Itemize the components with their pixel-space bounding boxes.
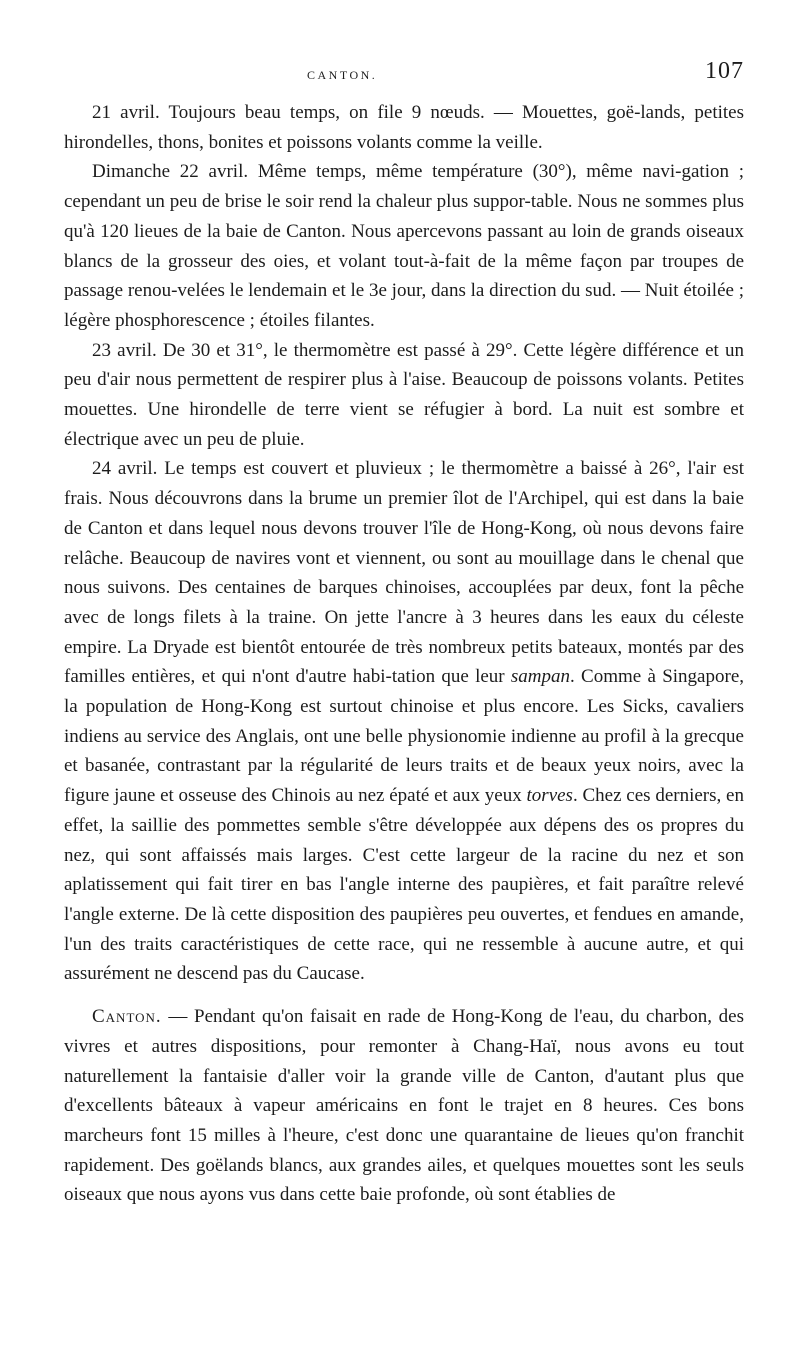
paragraph-april-23: 23 avril. De 30 et 31°, le thermomètre est passé à 29°. Cette légère différence et un peu d'air nous permettent de respirer plus à l'aise. Beaucoup de poissons volants. Petites mouettes. Une hirondelle de terre vient se réfugier à bord. La nuit est sombre et électrique avec un peu de pluie. — [64, 339, 744, 450]
book-page — [64, 58, 744, 1210]
paragraph-text: — Pendant qu'on faisait en rade de Hong-Kong de l'eau, du charbon, des vivres et autres dispositions, pour remonter à Chang-Haï, nous avons eu tout naturellement la fantaisie d'aller voir la grande ville de Canton, d'autant plus que d'excellents bâteaux à vapeur américains en font le trajet en 8 heures. Ces bons marcheurs font 15 milles à l'heure, c'est donc une quarantaine de lieues qu'on franchit rapidement. Des goëlands blancs, aux grandes ailes, et quelques mouettes sont les seuls oiseaux que nous ayons vus dans cette baie profonde, où sont établies de — [64, 1006, 744, 1206]
paragraph-april-21: 21 avril. Toujours beau temps, on file 9 nœuds. — Mouettes, goë-lands, petites hirondelles, thons, bonites et poissons volants comme la veille. — [64, 102, 744, 153]
paragraph-text: . Chez ces derniers, en effet, la saillie des pommettes semble s'être développée aux dépens des os propres du nez, qui sont affaissés mais larges. C'est cette largeur de la racine du nez et son aplatissement qui fait tirer en bas l'angle interne des paupières, et fait paraître relevé l'angle externe. De là cette disposition des paupières peu ouvertes, et fendues en amande, l'un des traits caractéristiques de cette race, qui ne ressemble à aucune autre, et qui assurément ne descend pas du Caucase. — [64, 785, 744, 985]
body-text — [64, 98, 744, 1210]
page-number: 107 — [705, 58, 744, 84]
paragraph-canton — [64, 1002, 744, 1210]
paragraph-april-22: Dimanche 22 avril. Même temps, même température (30°), même navi-gation ; cependant un peu de brise le soir rend la chaleur plus suppor-table. Nous ne sommes plus qu'à 120 lieues de la baie de Canton. Nous apercevons passant au loin de grands oiseaux blancs de la grosseur des oies, et volant tout-à-fait de la même façon par troupes de passage renou-velées le lendemain et le 3e jour, dans la direction du sud. — Nuit étoilée ; légère phosphorescence ; étoiles filantes. — [64, 161, 744, 331]
paragraph-text: 24 avril. Le temps est couvert et pluvieux ; le thermomètre a baissé à 26°, l'air est frais. Nous découvrons dans la brume un premier îlot de l'Archipel, qui est dans la baie de Canton et dans lequel nous devons trouver l'île de Hong-Kong, où nous devons faire relâche. Beaucoup de navires vont et viennent, ou sont au mouillage dans le chenal que nous suivons. Des centaines de barques chinoises, accouplées par deux, font la pêche avec de longs filets à la traine. On jette l'ancre à 3 heures dans les eaux du céleste empire. La Dryade est bientôt entourée de très nombreux petits bateaux, montés par des familles entières, et qui n'ont d'autre habi-tation que leur — [64, 458, 744, 688]
italic-term-torves: torves — [526, 785, 573, 807]
running-title: CANTON. — [307, 68, 378, 82]
paragraph-text: . Comme à Singapore, la population de Hong-Kong est surtout chinoise et plus encore. Les Sicks, cavaliers indiens au service des Anglais, ont une belle physionomie indienne au profil à la grecque et basanée, contrastant par la régularité de leurs traits et de beaux yeux noirs, avec la figure jaune et osseuse des Chinois au nez épaté et aux yeux — [64, 666, 744, 807]
paragraph-april-24 — [64, 454, 744, 989]
running-head — [64, 58, 744, 94]
italic-term-sampan: sampan — [510, 666, 571, 688]
section-title: Canton. — [92, 1006, 162, 1028]
